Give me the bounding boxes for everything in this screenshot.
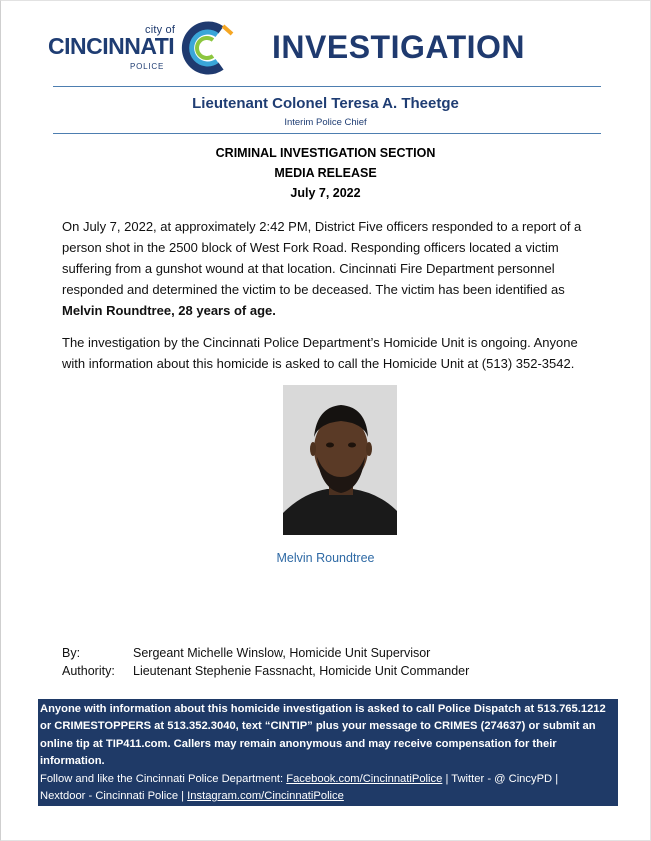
by-value: Sergeant Michelle Winslow, Homicide Unit Supervisor xyxy=(133,646,431,660)
tip-info-box xyxy=(38,699,618,806)
header-rule-bottom xyxy=(53,133,601,134)
chief-title: Interim Police Chief xyxy=(284,117,367,128)
social-line-2 xyxy=(40,788,614,805)
logo-city-of: city of xyxy=(145,24,176,36)
paragraph-line: person shot in the 2500 block of West Fork Road. Responding officers located a victim xyxy=(62,240,559,255)
social-line-1 xyxy=(40,771,614,788)
authority-value: Lieutenant Stephenie Fassnacht, Homicide Unit Commander xyxy=(133,664,470,678)
page-headline: INVESTIGATION xyxy=(272,29,526,65)
tip-line: online tip at TIP411.com. Callers may remain anonymous and may receive compensation for their xyxy=(40,737,557,750)
logo-cincinnati: CINCINNATI xyxy=(48,33,175,59)
by-label: By: xyxy=(62,646,81,660)
photo-caption: Melvin Roundtree xyxy=(276,551,375,565)
tip-line: information. xyxy=(40,755,105,768)
follow-text: Follow and like the Cincinnati Police Department: xyxy=(40,772,287,785)
twitter-text: | Twitter - @ CincyPD | xyxy=(442,772,559,785)
body-paragraph-2 xyxy=(62,332,622,374)
section-name: CRIMINAL INVESTIGATION SECTION xyxy=(215,146,436,160)
paragraph-line: responded and determined the victim to be deceased. The victim has been identified as xyxy=(62,282,565,297)
facebook-link[interactable]: Facebook.com/CincinnatiPolice xyxy=(286,772,443,785)
logo-police: POLICE xyxy=(130,62,165,71)
chief-name: Lieutenant Colonel Teresa A. Theetge xyxy=(192,95,459,112)
nextdoor-text: Nextdoor - Cincinnati Police | xyxy=(40,790,188,803)
cincinnati-c-logo-icon xyxy=(177,20,237,76)
victim-identity: Melvin Roundtree, 28 years of age. xyxy=(62,303,276,318)
tip-line: or CRIMESTOPPERS at 513.352.3040, text “CINTIP” plus your message to CRIMES (274637) or submit an xyxy=(40,720,596,733)
paragraph-line: suffering from a gunshot wound at that location. Cincinnati Fire Department personnel xyxy=(62,261,555,276)
paragraph-line: The investigation by the Cincinnati Police Department’s Homicide Unit is ongoing. Anyone xyxy=(62,335,578,350)
person-portrait-icon xyxy=(283,385,397,535)
paragraph-line: with information about this homicide is asked to call the Homicide Unit at (513) 352-3542. xyxy=(62,356,575,371)
body-paragraph-1 xyxy=(62,216,622,321)
release-date: July 7, 2022 xyxy=(290,186,361,200)
victim-photo xyxy=(283,385,397,535)
paragraph-line: On July 7, 2022, at approximately 2:42 PM, District Five officers responded to a report of a xyxy=(62,219,582,234)
tip-line: Anyone with information about this homicide investigation is asked to call Police Dispatch at 513.765.1212 xyxy=(40,703,606,715)
release-type: MEDIA RELEASE xyxy=(274,166,377,180)
instagram-link[interactable]: Instagram.com/CincinnatiPolice xyxy=(187,790,344,803)
authority-label: Authority: xyxy=(62,664,115,678)
header-rule-top xyxy=(53,86,601,87)
